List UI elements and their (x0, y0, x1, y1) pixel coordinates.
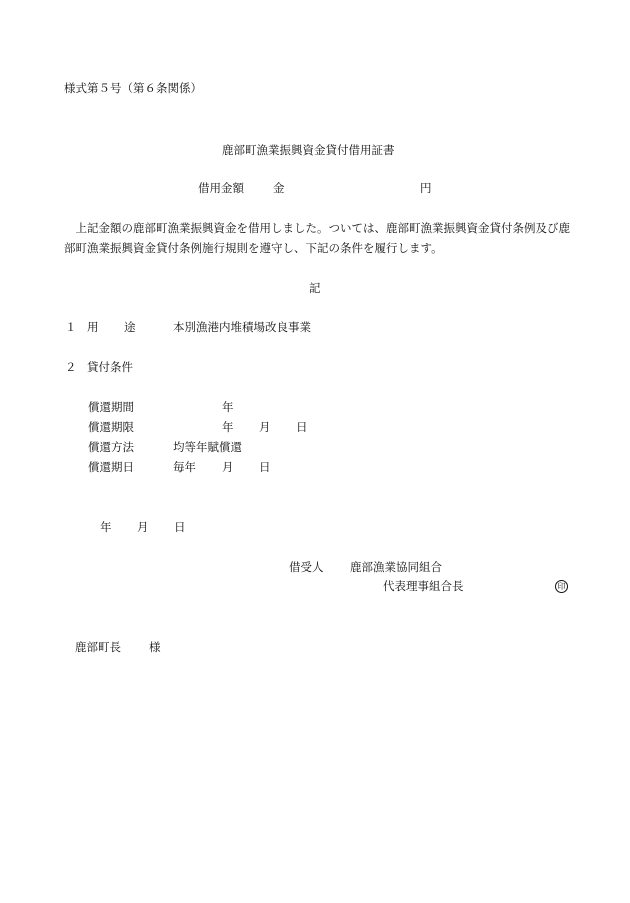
addressee-honorific: 様 (149, 640, 161, 654)
method-label: 償還方法 (88, 440, 134, 454)
signing-month: 月 (137, 520, 149, 534)
amount-label: 借用金額 (198, 181, 244, 195)
ki-heading: 記 (309, 281, 321, 295)
seal-icon: 印 (555, 580, 568, 593)
date-label: 償還期日 (88, 460, 134, 474)
date-every-year: 毎年 (173, 460, 196, 474)
deadline-year: 年 (222, 420, 234, 434)
item2-number: ２ (65, 360, 77, 374)
seal-mark (555, 580, 568, 593)
amount-unit: 円 (420, 181, 432, 195)
amount-prefix: 金 (273, 181, 285, 195)
item2-label: 貸付条件 (87, 360, 133, 374)
body-paragraph: 上記金額の鹿部町漁業振興資金を借用しました。ついては、鹿部町漁業振興資金貸付条例及び鹿部町漁業振興資金貸付条例施行規則を遵守し、下記の条件を履行します。 (64, 221, 570, 255)
date-month: 月 (222, 460, 234, 474)
borrower-label: 借受人 (289, 560, 324, 574)
borrower-org: 鹿部漁業協同組合 (350, 560, 442, 574)
addressee-name: 鹿部町長 (75, 640, 121, 654)
deadline-month: 月 (259, 420, 271, 434)
method-value: 均等年賦償還 (173, 440, 242, 454)
deadline-label: 償還期限 (88, 420, 134, 434)
period-year: 年 (222, 400, 234, 414)
item1-label-a: 用 (87, 320, 99, 334)
deadline-day: 日 (296, 420, 308, 434)
signing-day: 日 (174, 520, 186, 534)
document-title: 鹿部町漁業振興資金貸付借用証書 (222, 143, 395, 157)
item1-number: １ (65, 320, 77, 334)
form-number: 様式第５号（第６条関係） (64, 81, 202, 95)
item1-value: 本別漁港内堆積場改良事業 (173, 320, 311, 334)
signing-year: 年 (100, 520, 112, 534)
item1-label-b: 途 (124, 320, 136, 334)
borrower-title: 代表理事組合長 (383, 579, 464, 593)
date-day: 日 (259, 460, 271, 474)
period-label: 償還期間 (88, 400, 134, 414)
